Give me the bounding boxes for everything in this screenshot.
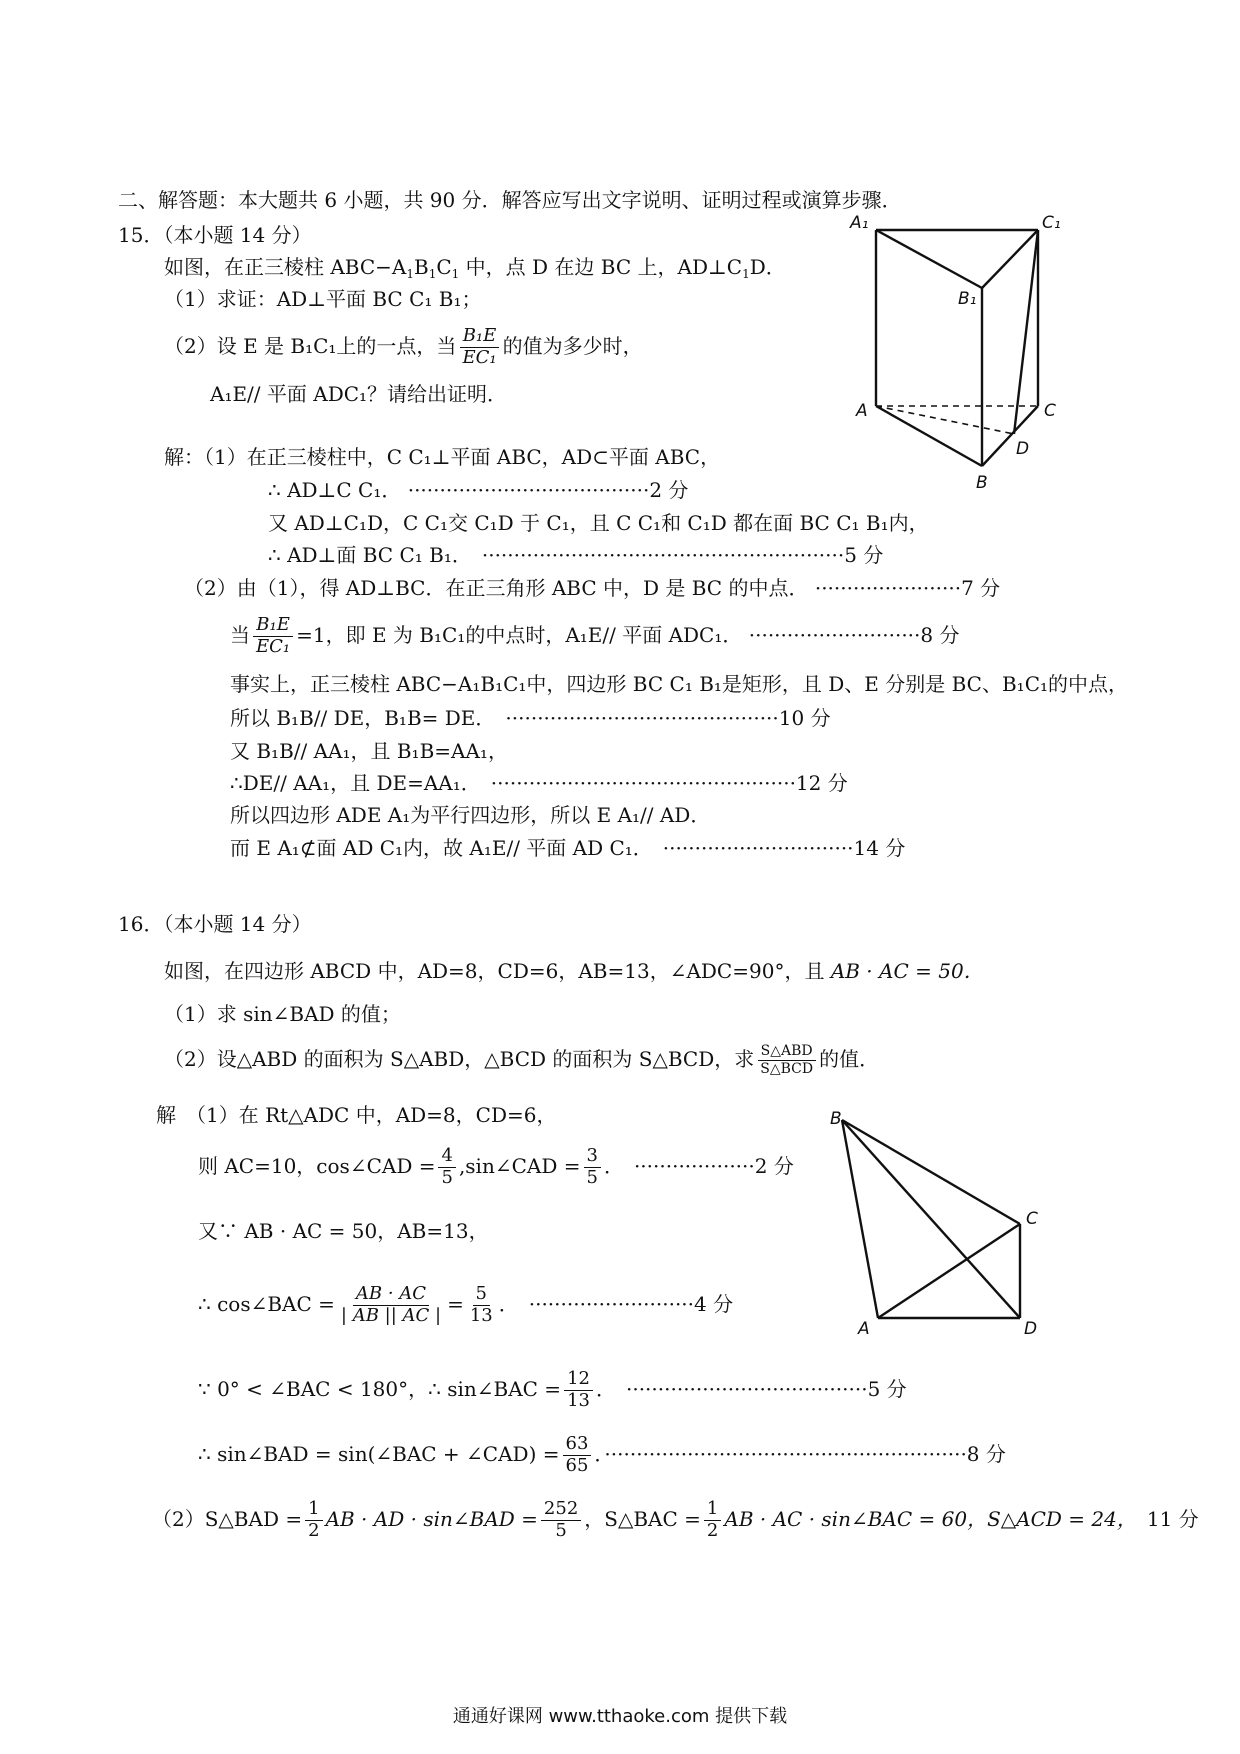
q15-sol-7: 事实上，正三棱柱 ABC−A₁B₁C₁中，四边形 BC C₁ B₁是矩形，且 D、E 分别是 BC、B₁C₁的中点，	[230, 672, 1129, 696]
q15-sol-1: 解：（1）在正三棱柱中，C C₁⊥平面 ABC，AD⊂平面 ABC，	[164, 445, 721, 469]
q15-sol-2: ∴ AD⊥C C₁． ······································2 分	[268, 478, 689, 502]
q15-sol-4: ∴ AD⊥面 BC C₁ B₁． ·························································5 分	[268, 543, 884, 567]
edge-a1b1	[876, 230, 982, 288]
q15-sol-10: ∴DE// AA₁，且 DE=AA₁． ················································12 分	[230, 771, 848, 795]
q16-sol-5: ∵ 0° < ∠BAC < 180°，∴ sin∠BAC = $\frac{12}{13}$ ． ······································5 分	[198, 1368, 907, 1411]
q16-sol-3: 又∵ AB · AC = 50，AB=13，	[198, 1219, 489, 1243]
q15-stem: 如图，在正三棱柱 $ABC-A_1B_1C_1$ 中，点 D 在边 BC 上，$AD\perp C_1D$．	[164, 255, 786, 281]
section-header: 二、解答题：本大题共 6 小题，共 90 分．解答应写出文字说明、证明过程或演算步骤．	[118, 188, 902, 212]
q15-sol-6: 当 $\frac{\text{B₁E}}{\text{EC₁}}$ =1，即 E 为 B₁C₁的中点时，A₁E// 平面 ADC₁． ···························8 分	[230, 614, 960, 657]
label-d: D	[1024, 1319, 1038, 1339]
q15-sol-3: 又 AD⊥C₁D，C C₁交 C₁D 于 C₁，且 C C₁和 C₁D 都在面 BC C₁ B₁内，	[268, 511, 929, 535]
edge-ad-hidden	[876, 406, 1014, 434]
q15-title: 15．（本小题 14 分）	[118, 223, 312, 247]
label-b1: B₁	[958, 289, 977, 309]
label-b: B	[976, 473, 988, 493]
q16-sol-1: 解 （1）在 Rt△ADC 中，AD=8，CD=6，	[156, 1103, 557, 1127]
q15-sol-12: 而 E A₁⊄面 AD C₁内，故 A₁E// 平面 AD C₁． ······························14 分	[230, 836, 906, 860]
edge-bc	[982, 406, 1038, 466]
q16-sol-7: （2）S△BAD = $\frac{1}{2}$ AB · AD · sin∠BAD = $\frac{252}{5}$ ，S△BAC = $\frac{1}{2}$ AB · AC · sin∠BAC = 60，S△ACD = 24， 11 分	[152, 1498, 1199, 1541]
q15-sol-5: （2）由（1），得 AD⊥BC．在正三角形 ABC 中，D 是 BC 的中点． ·······················7 分	[184, 576, 1001, 600]
label-a: A	[858, 1319, 870, 1339]
q15-part1: （1）求证：AD⊥平面 BC C₁ B₁；	[164, 287, 482, 311]
label-c: C	[1026, 1209, 1038, 1229]
footer-credit: 通通好课网 www.tthaoke.com 提供下载	[452, 1706, 788, 1727]
q16-stem: 如图，在四边形 ABCD 中，AD=8，CD=6，AB=13，∠ADC=90°，且 AB · AC = 50．	[164, 959, 984, 983]
q15-sol-9: 又 B₁B// AA₁，且 B₁B=AA₁，	[230, 739, 508, 763]
prism-figure	[850, 212, 1070, 502]
q15-sol-8: 所以 B₁B// DE，B₁B= DE． ···········································10 分	[230, 706, 831, 730]
q16-part1: （1）求 sin∠BAD 的值；	[164, 1002, 401, 1026]
q16-title: 16．（本小题 14 分）	[118, 912, 312, 936]
q16-sol-6: ∴ sin∠BAD = sin(∠BAC + ∠CAD) = $\frac{63}{65}$ ．·························································8 分	[198, 1433, 1006, 1476]
label-a: A	[856, 401, 868, 421]
edge-ab	[876, 406, 982, 466]
edge-b1c1	[982, 230, 1038, 288]
label-a1: A₁	[850, 213, 869, 233]
quadrilateral-figure	[830, 1110, 1060, 1350]
label-c: C	[1044, 401, 1056, 421]
q16-part2: （2）设△ABD 的面积为 S△ABD，△BCD 的面积为 S△BCD，求 $\frac{\text{S△ABD}}{\text{S△BCD}}$ 的值．	[164, 1043, 880, 1077]
q15-part2: （2）设 E 是 B₁C₁上的一点，当 $\frac{\text{B₁E}}{\text{EC₁}}$ 的值为多少时，	[164, 325, 643, 368]
q16-sol-4: ∴ cos∠BAC = $\frac{AB \cdot AC}{| AB || AC |}$ = $\frac{5}{13}$ ． ··························4 分	[198, 1283, 734, 1326]
label-d: D	[1016, 439, 1030, 459]
diag-bd	[842, 1120, 1020, 1318]
q15-part2-cont: A₁E// 平面 ADC₁？请给出证明．	[210, 382, 508, 406]
edge-c1d	[1014, 230, 1038, 434]
q16-sol-2: 则 AC=10，cos∠CAD = $\frac{4}{5}$ ,sin∠CAD = $\frac{3}{5}$ ． ···················2 分	[198, 1145, 794, 1188]
label-c1: C₁	[1042, 213, 1061, 233]
edge-ab	[842, 1120, 878, 1318]
label-b: B	[830, 1109, 842, 1129]
q15-sol-11: 所以四边形 ADE A₁为平行四边形，所以 E A₁// AD．	[230, 803, 711, 827]
edge-bc	[842, 1120, 1020, 1224]
